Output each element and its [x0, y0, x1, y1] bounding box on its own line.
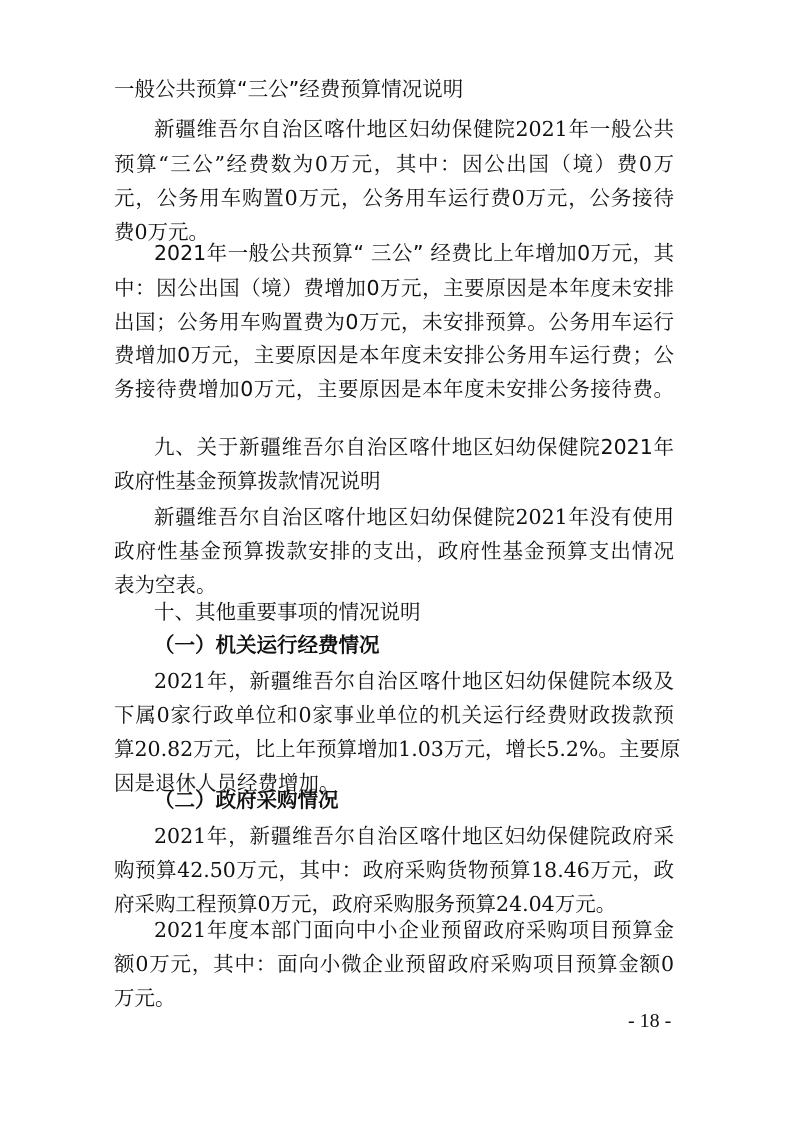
paragraph-line: 表为空表。	[114, 573, 217, 597]
paragraph-line: 因是退休人员经费增加。	[114, 771, 340, 795]
paragraph-line: 购预算42.50万元，其中：政府采购货物预算18.46万元，政	[114, 858, 674, 882]
paragraph-line: 下属0家行政单位和0家事业单位的机关运行经费财政拨款预	[114, 703, 674, 727]
paragraph-line: 2021年度本部门面向中小企业预留政府采购项目预算金	[154, 918, 674, 942]
paragraph-line: 万元。	[114, 986, 176, 1010]
paragraph-line: 府采购工程预算0万元，政府采购服务预算24.04万元。	[114, 892, 617, 916]
paragraph-line: 算20.82万元，比上年预算增加1.03万元，增长5.2%。主要原	[114, 737, 681, 761]
section-heading-nine: 九、关于新疆维吾尔自治区喀什地区妇幼保健院2021年	[154, 435, 674, 459]
paragraph-line: 务接待费增加0万元，主要原因是本年度未安排公务接待费。	[114, 377, 674, 401]
paragraph-line: 中：因公出国（境）费增加0万元，主要原因是本年度未安排	[114, 276, 674, 300]
paragraph-line: 费0万元。	[114, 220, 210, 244]
paragraph-line: 2021年，新疆维吾尔自治区喀什地区妇幼保健院政府采	[154, 824, 674, 848]
paragraph-line: 新疆维吾尔自治区喀什地区妇幼保健院2021年没有使用	[154, 505, 674, 529]
paragraph-line: 2021年一般公共预算“ 三公” 经费比上年增加0万元，其	[154, 241, 674, 265]
paragraph-line: 政府性基金预算拨款安排的支出，政府性基金预算支出情况	[114, 539, 674, 563]
paragraph-line: 出国；公务用车购置费为0万元，未安排预算。公务用车运行	[114, 310, 674, 334]
paragraph-line: 元，公务用车购置0万元，公务用车运行费0万元，公务接待	[114, 186, 674, 210]
section-heading-sangong: 一般公共预算“三公”经费预算情况说明	[114, 77, 464, 101]
page-number: - 18 -	[628, 1010, 672, 1032]
paragraph-line: 额0万元，其中：面向小微企业预留政府采购项目预算金额0	[114, 952, 674, 976]
subsection-heading-operating-costs: （一）机关运行经费情况	[154, 633, 380, 657]
section-heading-ten: 十、其他重要事项的情况说明	[154, 600, 421, 624]
paragraph-line: 费增加0万元，主要原因是本年度未安排公务用车运行费；公	[114, 343, 674, 367]
section-heading-nine-cont: 政府性基金预算拨款情况说明	[114, 469, 381, 493]
paragraph-line: 2021年，新疆维吾尔自治区喀什地区妇幼保健院本级及	[154, 669, 674, 693]
subsection-heading-procurement: （二）政府采购情况	[154, 788, 339, 812]
paragraph-line: 预算“三公”经费数为0万元，其中：因公出国（境）费0万	[114, 152, 674, 176]
paragraph-line: 新疆维吾尔自治区喀什地区妇幼保健院2021年一般公共	[154, 117, 674, 141]
